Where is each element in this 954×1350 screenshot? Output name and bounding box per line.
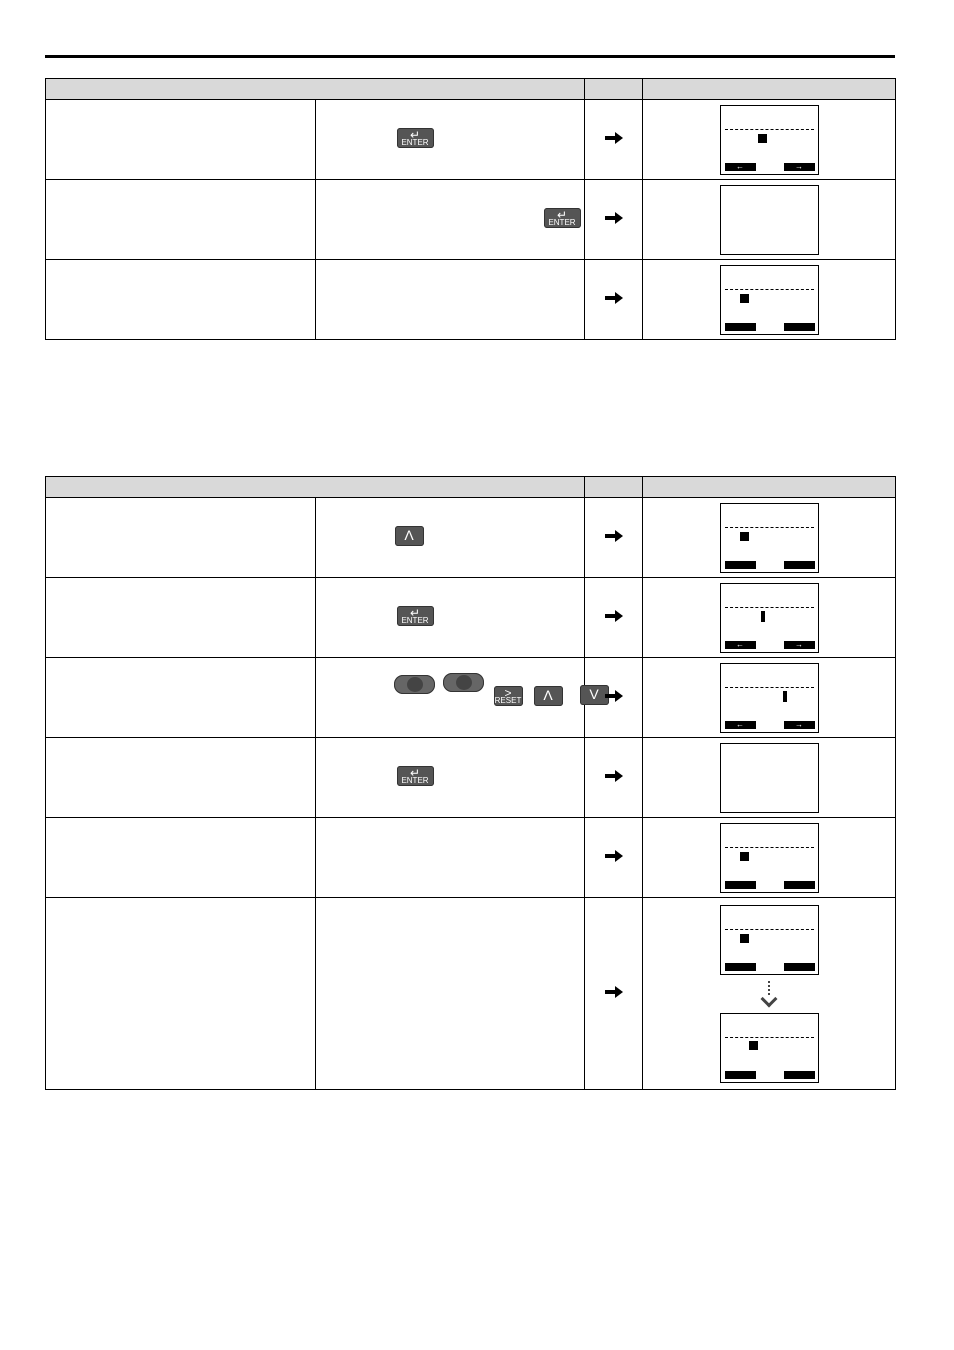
lcd-cursor [761,611,765,622]
lcd-divider [725,929,814,930]
softkey-left [725,963,756,971]
reset-key-label: RESET [494,696,522,705]
step-number [46,658,316,738]
step-number [46,818,316,898]
lcd-cursor [740,532,749,541]
step-text [315,578,585,658]
softkey-right [784,561,815,569]
lcd-screen [720,663,819,733]
enter-key[interactable] [544,208,581,228]
f1-key[interactable] [394,675,435,694]
enter-icon: ↵ [409,606,421,620]
step-text [315,260,585,340]
step-number [46,738,316,818]
up-arrow-icon: Λ [543,687,553,703]
up-arrow-key[interactable] [395,526,424,546]
enter-icon: ↵ [409,766,421,780]
step-arrow [585,100,643,180]
step-text [315,658,599,738]
down-arrow-icon: V [589,686,599,702]
lcd-screen [720,823,819,893]
step-display [643,898,896,1090]
step-arrow [585,578,643,658]
step-arrow [585,498,643,578]
lcd-cursor [749,1041,758,1050]
table-row [46,818,896,898]
softkey-right [784,1071,815,1079]
step-arrow [585,818,643,898]
step-text [315,100,585,180]
step-arrow [585,898,643,1090]
up-arrow-key[interactable] [534,686,563,706]
step-number [46,180,316,260]
step-number [46,100,316,180]
step-text [315,738,585,818]
lcd-screen [720,105,819,175]
softkey-right [784,963,815,971]
lcd-cursor [740,294,749,303]
right-arrow-icon [605,690,623,702]
lcd-cursor [758,134,767,143]
right-arrow-icon [605,610,623,622]
step-display [643,658,896,738]
softkey-right: → [784,163,815,171]
enter-key-label: ENTER [548,218,576,227]
step-display [643,578,896,658]
lcd-cursor [783,691,787,702]
lcd-screen [720,503,819,573]
table-row [46,260,896,340]
table-header-row [46,477,896,498]
step-display [643,498,896,578]
table-header-row [46,79,896,100]
softkey-left [725,561,756,569]
enter-key[interactable] [397,606,434,626]
enter-icon: ↵ [409,128,421,142]
lcd-divider [725,527,814,528]
step-text [315,180,585,260]
softkey-left: ← [725,641,756,649]
enter-key-label: ENTER [401,776,429,785]
header-arrow [585,477,643,498]
header-arrow [585,79,643,100]
softkey-right [784,881,815,889]
softkey-right [784,323,815,331]
f2-key[interactable] [443,673,484,692]
lcd-screen [720,1013,819,1083]
step-arrow [585,260,643,340]
right-arrow-icon [605,986,623,998]
right-arrow-icon [605,850,623,862]
softkey-right: → [784,641,815,649]
step-text [315,898,585,1090]
lcd-divider [725,129,814,130]
step-number [46,578,316,658]
step-arrow [585,180,643,260]
right-arrow-icon [605,212,623,224]
page-top-rule [45,55,895,58]
dotted-down-arrow-icon [761,981,777,1007]
round-key-icon [456,675,472,690]
table-row [46,498,896,578]
table-row [46,898,896,1090]
header-result [643,477,896,498]
reset-key[interactable] [494,686,523,706]
enter-key-label: ENTER [401,138,429,147]
lcd-screen [720,905,819,975]
step-text [315,818,585,898]
enter-key-label: ENTER [401,616,429,625]
step-display [643,100,896,180]
right-arrow-icon [605,530,623,542]
header-result [643,79,896,100]
enter-key[interactable] [397,766,434,786]
lcd-divider [725,847,814,848]
lcd-divider [725,1037,814,1038]
table-row [46,738,896,818]
up-arrow-icon: Λ [404,527,414,543]
right-arrow-icon [605,132,623,144]
procedure-table-2 [45,476,896,1090]
softkey-left [725,323,756,331]
step-text [315,498,585,578]
right-arrow-icon [605,292,623,304]
step-display [643,738,896,818]
header-step [46,477,585,498]
right-arrow-icon [605,770,623,782]
round-key-icon [407,677,423,692]
lcd-screen [720,185,819,255]
softkey-left [725,881,756,889]
step-arrow [585,738,643,818]
lcd-screen [720,583,819,653]
step-display [643,180,896,260]
softkey-left: ← [725,721,756,729]
header-step [46,79,585,100]
step-number [46,898,316,1090]
procedure-table-1 [45,78,896,340]
softkey-right: → [784,721,815,729]
softkey-left [725,1071,756,1079]
table-row [46,658,896,738]
lcd-screen [720,265,819,335]
step-display [643,818,896,898]
lcd-cursor [740,852,749,861]
right-arrow-key-icon: > [504,686,512,700]
table-row [46,180,896,260]
step-number [46,260,316,340]
lcd-screen [720,743,819,813]
softkey-left: ← [725,163,756,171]
enter-key[interactable] [397,128,434,148]
table-row [46,100,896,180]
step-display [643,260,896,340]
lcd-divider [725,289,814,290]
lcd-divider [725,607,814,608]
lcd-divider [725,687,814,688]
table-row [46,578,896,658]
lcd-cursor [740,934,749,943]
step-number [46,498,316,578]
enter-icon: ↵ [556,208,568,222]
